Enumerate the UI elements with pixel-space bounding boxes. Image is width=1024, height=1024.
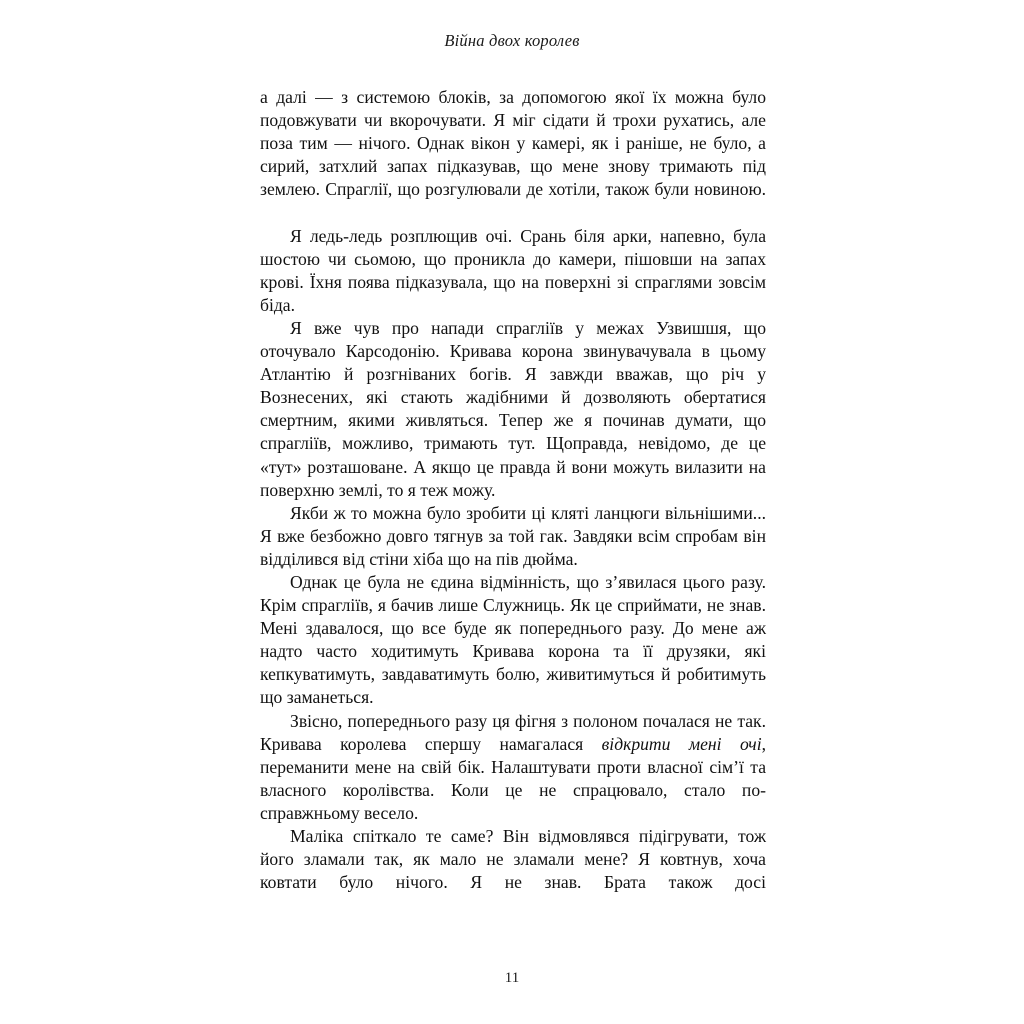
text-run: Звісно, попереднього разу ця фігня з полоном почалася не так. Кривава королева спершу намагалася [260,710,766,754]
paragraph: Я ледь-ледь розплющив очі. Срань біля арки, напевно, була шостою чи сьомою, що проникла до камери, пішовши на запах крові. Їхня поява підказувала, що на поверхні зі спраглями зовсім біда. [260,225,766,315]
paragraph: а далі — з системою блоків, за допомогою якої їх можна було подовжувати чи вкорочувати. Я міг сідати й трохи рухатись, але поза тим — нічого. Однак вікон у камері, як і раніше, не було, а сирий, затхлий запах підказував, що мене знову тримають під землею. Спраглії, що розгулювали де хотіли, також були новиною. [260,87,766,200]
paragraph: Однак це була не єдина відмінність, що з’явилася цього разу. Крім спрагліїв, я бачив лише Служниць. Як це сприймати, не знав. Мені здавалося, що все буде як попереднього разу. До мене аж надто часто ходитимуть Кривава корона та її друзяки, які кепкуватимуть, завдаватимуть болю, живитимуться й робитимуть що заманеться. [260,571,766,708]
paragraph-with-emphasis [260,710,766,825]
body-text [260,86,766,917]
paragraph: Якби ж то можна було зробити ці кляті ланцюги вільнішими... Я вже безбожно довго тягнув за той гак. Завдяки всім спробам він відділився від стіни хіба що на пів дюйма. [260,502,766,569]
paragraph: Я вже чув про напади спрагліїв у межах Узвишшя, що оточувало Карсодонію. Кривава корона звинувачувала в цьому Атлантію й розгніваних богів. Я завжди вважав, що річ у Вознесених, які стають жадібними й дозволяють обертатися смертним, якими живляться. Тепер же я починав думати, що спрагліїв, можливо, тримають тут. Щоправда, невідомо, де це «тут» розташоване. А якщо це правда й вони можуть вилазити на поверхню землі, то я теж можу. [260,317,766,500]
paragraph: Маліка спіткало те саме? Він відмовлявся підігрувати, тож його зламали так, як мало не зламали мене? Я ковтнув, хоча ковтати було нічого. Я не знав. Брата також досі [260,826,766,893]
text-run: , переманити мене на свій бік. Налаштувати проти власної сім’ї та власного королівства. Коли це не спрацювало, стало по-справжньому весело. [260,733,766,823]
page-number: 11 [504,970,520,986]
emphasis-run: відкрити мені очі [601,733,762,754]
running-head: Війна двох королев [444,31,580,50]
